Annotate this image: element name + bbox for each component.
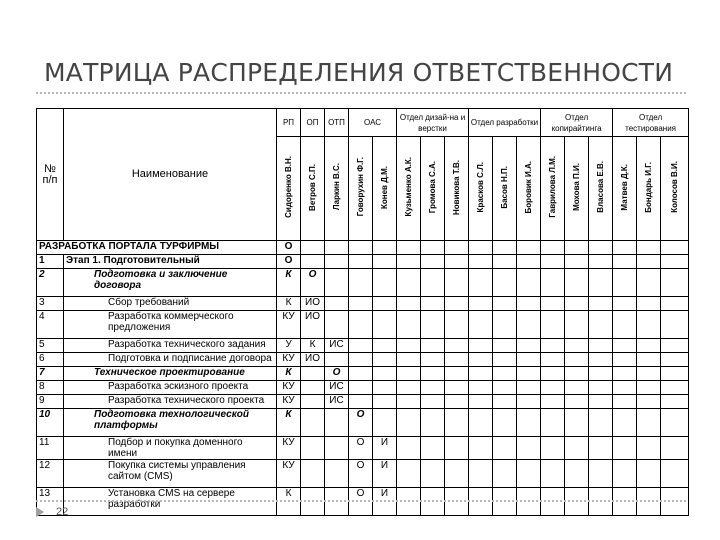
resp-cell (325, 297, 349, 311)
resp-cell (589, 409, 613, 437)
resp-cell (541, 311, 565, 339)
table-row (37, 255, 689, 269)
row-name: РАЗРАБОТКА ПОРТАЛА ТУРФИРМЫ (37, 241, 277, 255)
row-name: Подготовка технологической платформы (64, 409, 277, 437)
row-name: Подготовка и заключение договора (64, 269, 277, 297)
header-group-otp: ОТП (325, 109, 349, 137)
resp-cell (301, 460, 325, 488)
resp-cell (469, 409, 493, 437)
resp-cell (613, 395, 637, 409)
resp-cell (325, 460, 349, 488)
resp-cell (373, 367, 397, 381)
resp-cell (637, 460, 661, 488)
table-row (37, 395, 689, 409)
resp-cell (565, 297, 589, 311)
header-person: Кузьменко А.К. (397, 137, 421, 241)
table-row (37, 269, 689, 297)
responsibility-matrix (36, 108, 689, 516)
resp-cell (517, 460, 541, 488)
resp-cell (469, 353, 493, 367)
bottom-divider (36, 500, 686, 502)
resp-cell (421, 381, 445, 395)
resp-cell (565, 409, 589, 437)
resp-cell (589, 437, 613, 460)
resp-cell (661, 381, 689, 395)
resp-cell (661, 297, 689, 311)
header-person: Сидоренко В.Н. (277, 137, 301, 241)
resp-cell (349, 367, 373, 381)
table-row (37, 339, 689, 353)
resp-cell (517, 311, 541, 339)
row-name: Подготовка и подписание договора (64, 353, 277, 367)
header-number: № п/п (37, 109, 64, 241)
resp-cell (589, 255, 613, 269)
resp-cell (301, 241, 325, 255)
resp-cell (613, 381, 637, 395)
resp-cell (661, 409, 689, 437)
resp-cell (469, 269, 493, 297)
row-name: Установка CMS на сервере разработки (64, 488, 277, 516)
resp-cell (493, 395, 517, 409)
resp-cell: КУ (277, 460, 301, 488)
row-name: Разработка технического задания (64, 339, 277, 353)
resp-cell (445, 367, 469, 381)
resp-cell (589, 269, 613, 297)
resp-cell (589, 381, 613, 395)
resp-cell: КУ (277, 311, 301, 339)
header-person: Ларкин В.С. (325, 137, 349, 241)
header-person: Колосов В.И. (661, 137, 689, 241)
resp-cell: О (277, 241, 301, 255)
resp-cell (397, 395, 421, 409)
table-row (37, 437, 689, 460)
resp-cell (373, 311, 397, 339)
row-number: 13 (37, 488, 64, 516)
resp-cell (469, 437, 493, 460)
table-row (37, 311, 689, 339)
header-name: Наименование (64, 109, 277, 241)
resp-cell (541, 255, 565, 269)
resp-cell (445, 409, 469, 437)
header-person: Говорухин Ф.Г. (349, 137, 373, 241)
resp-cell (349, 311, 373, 339)
resp-cell (397, 339, 421, 353)
resp-cell (637, 297, 661, 311)
row-name: Сбор требований (64, 297, 277, 311)
resp-cell (661, 311, 689, 339)
resp-cell (661, 460, 689, 488)
resp-cell (445, 381, 469, 395)
resp-cell: К (277, 488, 301, 516)
resp-cell (469, 381, 493, 395)
resp-cell (445, 339, 469, 353)
resp-cell (445, 297, 469, 311)
resp-cell (661, 241, 689, 255)
resp-cell (541, 437, 565, 460)
resp-cell (517, 339, 541, 353)
resp-cell (397, 311, 421, 339)
resp-cell (397, 353, 421, 367)
resp-cell (613, 241, 637, 255)
resp-cell (565, 339, 589, 353)
resp-cell (397, 409, 421, 437)
resp-cell (421, 339, 445, 353)
resp-cell (517, 255, 541, 269)
resp-cell (469, 297, 493, 311)
resp-cell (325, 241, 349, 255)
resp-cell (541, 381, 565, 395)
row-name: Разработка коммерческого предложения (64, 311, 277, 339)
row-number: 9 (37, 395, 64, 409)
resp-cell (661, 395, 689, 409)
resp-cell (445, 241, 469, 255)
resp-cell: О (349, 409, 373, 437)
row-number: 6 (37, 353, 64, 367)
resp-cell: И (373, 437, 397, 460)
resp-cell (541, 409, 565, 437)
resp-cell (637, 339, 661, 353)
resp-cell (493, 255, 517, 269)
row-number: 12 (37, 460, 64, 488)
resp-cell (517, 297, 541, 311)
resp-cell (565, 381, 589, 395)
resp-cell (421, 269, 445, 297)
header-person: Власова Е.В. (589, 137, 613, 241)
row-name: Этап 1. Подготовительный (64, 255, 277, 269)
resp-cell (493, 297, 517, 311)
resp-cell (373, 409, 397, 437)
resp-cell (613, 311, 637, 339)
resp-cell (637, 311, 661, 339)
resp-cell (541, 395, 565, 409)
resp-cell (565, 437, 589, 460)
resp-cell (421, 311, 445, 339)
resp-cell (421, 437, 445, 460)
resp-cell (589, 460, 613, 488)
resp-cell: ИО (301, 353, 325, 367)
resp-cell (541, 269, 565, 297)
resp-cell (541, 353, 565, 367)
resp-cell: К (277, 367, 301, 381)
resp-cell (445, 437, 469, 460)
resp-cell (445, 460, 469, 488)
resp-cell: КУ (277, 395, 301, 409)
row-number: 4 (37, 311, 64, 339)
resp-cell (517, 353, 541, 367)
table-row (37, 297, 689, 311)
resp-cell (349, 297, 373, 311)
resp-cell (469, 339, 493, 353)
row-name: Техническое проектирование (64, 367, 277, 381)
resp-cell (661, 353, 689, 367)
resp-cell (301, 437, 325, 460)
resp-cell (397, 460, 421, 488)
resp-cell (493, 311, 517, 339)
header-person: Басов Н.П. (493, 137, 517, 241)
header-group-oas: ОАС (349, 109, 397, 137)
resp-cell (373, 353, 397, 367)
resp-cell (637, 241, 661, 255)
resp-cell (493, 339, 517, 353)
resp-cell (613, 269, 637, 297)
header-person: Конев Д.М. (373, 137, 397, 241)
resp-cell (325, 269, 349, 297)
resp-cell (325, 255, 349, 269)
resp-cell (397, 255, 421, 269)
row-name: Разработка эскизного проекта (64, 381, 277, 395)
resp-cell: О (349, 488, 373, 516)
header-group-op: ОП (301, 109, 325, 137)
header-group-copy: Отдел копирайтинга (541, 109, 613, 137)
row-number: 11 (37, 437, 64, 460)
resp-cell (421, 353, 445, 367)
resp-cell (589, 367, 613, 381)
header-row-groups (37, 109, 689, 137)
table-row (37, 381, 689, 395)
resp-cell (517, 437, 541, 460)
resp-cell: И (373, 488, 397, 516)
resp-cell (373, 241, 397, 255)
row-number: 3 (37, 297, 64, 311)
header-person: Красков С.Л. (469, 137, 493, 241)
resp-cell (613, 437, 637, 460)
resp-cell (325, 311, 349, 339)
resp-cell (661, 437, 689, 460)
resp-cell (661, 255, 689, 269)
row-name: Покупка системы управления сайтом (CMS) (64, 460, 277, 488)
resp-cell (325, 353, 349, 367)
resp-cell (301, 255, 325, 269)
resp-cell: О (301, 269, 325, 297)
resp-cell: ИО (301, 311, 325, 339)
resp-cell (493, 269, 517, 297)
header-group-rp: РП (277, 109, 301, 137)
resp-cell (397, 269, 421, 297)
header-person: Боровик И.А. (517, 137, 541, 241)
resp-cell (541, 460, 565, 488)
resp-cell (589, 311, 613, 339)
resp-cell (613, 297, 637, 311)
resp-cell (469, 460, 493, 488)
resp-cell (349, 381, 373, 395)
resp-cell (373, 381, 397, 395)
resp-cell (349, 339, 373, 353)
resp-cell (637, 409, 661, 437)
header-person: Мохова П.И. (565, 137, 589, 241)
resp-cell (565, 241, 589, 255)
resp-cell (637, 395, 661, 409)
resp-cell (637, 269, 661, 297)
resp-cell (637, 367, 661, 381)
resp-cell (589, 395, 613, 409)
resp-cell (469, 395, 493, 409)
resp-cell (517, 367, 541, 381)
resp-cell (397, 437, 421, 460)
resp-cell (565, 311, 589, 339)
resp-cell: К (301, 339, 325, 353)
resp-cell (517, 381, 541, 395)
resp-cell: ИС (325, 395, 349, 409)
resp-cell (565, 460, 589, 488)
resp-cell (349, 395, 373, 409)
resp-cell (469, 367, 493, 381)
resp-cell (397, 367, 421, 381)
resp-cell: ИС (325, 339, 349, 353)
resp-cell (541, 297, 565, 311)
footer-bullet-icon (36, 507, 44, 517)
resp-cell (517, 409, 541, 437)
resp-cell (397, 381, 421, 395)
resp-cell (469, 241, 493, 255)
header-group-design: Отдел дизай-на и верстки (397, 109, 469, 137)
page-number: 22 (56, 506, 69, 518)
table-row (37, 367, 689, 381)
resp-cell (565, 395, 589, 409)
table-row (37, 241, 689, 255)
resp-cell (661, 339, 689, 353)
header-group-dev: Отдел разработки (469, 109, 541, 137)
header-person: Новикова Т.В. (445, 137, 469, 241)
resp-cell (421, 367, 445, 381)
resp-cell (397, 297, 421, 311)
resp-cell (301, 367, 325, 381)
resp-cell: О (325, 367, 349, 381)
resp-cell: У (277, 339, 301, 353)
table-row (37, 353, 689, 367)
table-row (37, 409, 689, 437)
resp-cell (493, 460, 517, 488)
resp-cell (493, 437, 517, 460)
resp-cell (445, 255, 469, 269)
resp-cell (493, 367, 517, 381)
resp-cell (373, 255, 397, 269)
resp-cell (469, 255, 493, 269)
resp-cell: О (277, 255, 301, 269)
table-row (37, 460, 689, 488)
resp-cell (541, 367, 565, 381)
resp-cell (613, 353, 637, 367)
resp-cell: КУ (277, 381, 301, 395)
resp-cell (421, 460, 445, 488)
resp-cell (613, 339, 637, 353)
resp-cell (373, 395, 397, 409)
resp-cell (589, 339, 613, 353)
resp-cell (421, 241, 445, 255)
slide-title: МАТРИЦА РАСПРЕДЕЛЕНИЯ ОТВЕТСТВЕННОСТИ (44, 58, 674, 87)
header-person: Матвев Д.К. (613, 137, 637, 241)
resp-cell (637, 353, 661, 367)
resp-cell (637, 437, 661, 460)
resp-cell (493, 409, 517, 437)
resp-cell (589, 241, 613, 255)
resp-cell (565, 255, 589, 269)
resp-cell (565, 367, 589, 381)
resp-cell: И (373, 460, 397, 488)
resp-cell (445, 311, 469, 339)
resp-cell (397, 241, 421, 255)
resp-cell (541, 241, 565, 255)
resp-cell (301, 381, 325, 395)
header-person: Громова С.А. (421, 137, 445, 241)
resp-cell (541, 339, 565, 353)
resp-cell: К (277, 409, 301, 437)
resp-cell (637, 255, 661, 269)
resp-cell (613, 255, 637, 269)
resp-cell (565, 269, 589, 297)
resp-cell (349, 241, 373, 255)
resp-cell (613, 409, 637, 437)
row-name: Подбор и покупка доменного имени (64, 437, 277, 460)
resp-cell (421, 395, 445, 409)
resp-cell (349, 269, 373, 297)
resp-cell (373, 297, 397, 311)
resp-cell (445, 353, 469, 367)
resp-cell (325, 437, 349, 460)
resp-cell (469, 311, 493, 339)
resp-cell (613, 367, 637, 381)
resp-cell (301, 409, 325, 437)
resp-cell (349, 353, 373, 367)
resp-cell: ИС (325, 381, 349, 395)
resp-cell: К (277, 297, 301, 311)
row-name: Разработка технического проекта (64, 395, 277, 409)
row-number: 8 (37, 381, 64, 395)
resp-cell (421, 409, 445, 437)
header-person: Бондарь И.Г. (637, 137, 661, 241)
resp-cell (493, 381, 517, 395)
resp-cell (661, 367, 689, 381)
resp-cell (445, 269, 469, 297)
resp-cell (493, 241, 517, 255)
resp-cell (373, 339, 397, 353)
resp-cell (301, 395, 325, 409)
header-person: Гаврилова Л.М. (541, 137, 565, 241)
resp-cell (589, 297, 613, 311)
resp-cell (421, 255, 445, 269)
row-number: 5 (37, 339, 64, 353)
row-number: 10 (37, 409, 64, 437)
resp-cell (517, 269, 541, 297)
resp-cell (565, 353, 589, 367)
resp-cell (373, 269, 397, 297)
resp-cell (589, 353, 613, 367)
resp-cell (661, 269, 689, 297)
row-number: 1 (37, 255, 64, 269)
resp-cell (421, 297, 445, 311)
resp-cell (325, 409, 349, 437)
resp-cell: К (277, 269, 301, 297)
resp-cell: О (349, 437, 373, 460)
resp-cell: О (349, 460, 373, 488)
row-number: 7 (37, 367, 64, 381)
resp-cell: КУ (277, 437, 301, 460)
resp-cell (637, 381, 661, 395)
resp-cell (445, 395, 469, 409)
resp-cell (613, 460, 637, 488)
top-divider (36, 92, 686, 94)
row-number: 2 (37, 269, 64, 297)
resp-cell (349, 255, 373, 269)
resp-cell: КУ (277, 353, 301, 367)
resp-cell (493, 353, 517, 367)
resp-cell (517, 395, 541, 409)
resp-cell (517, 241, 541, 255)
header-person: Ветров С.П. (301, 137, 325, 241)
resp-cell: ИО (301, 297, 325, 311)
header-group-test: Отдел тестирования (613, 109, 689, 137)
